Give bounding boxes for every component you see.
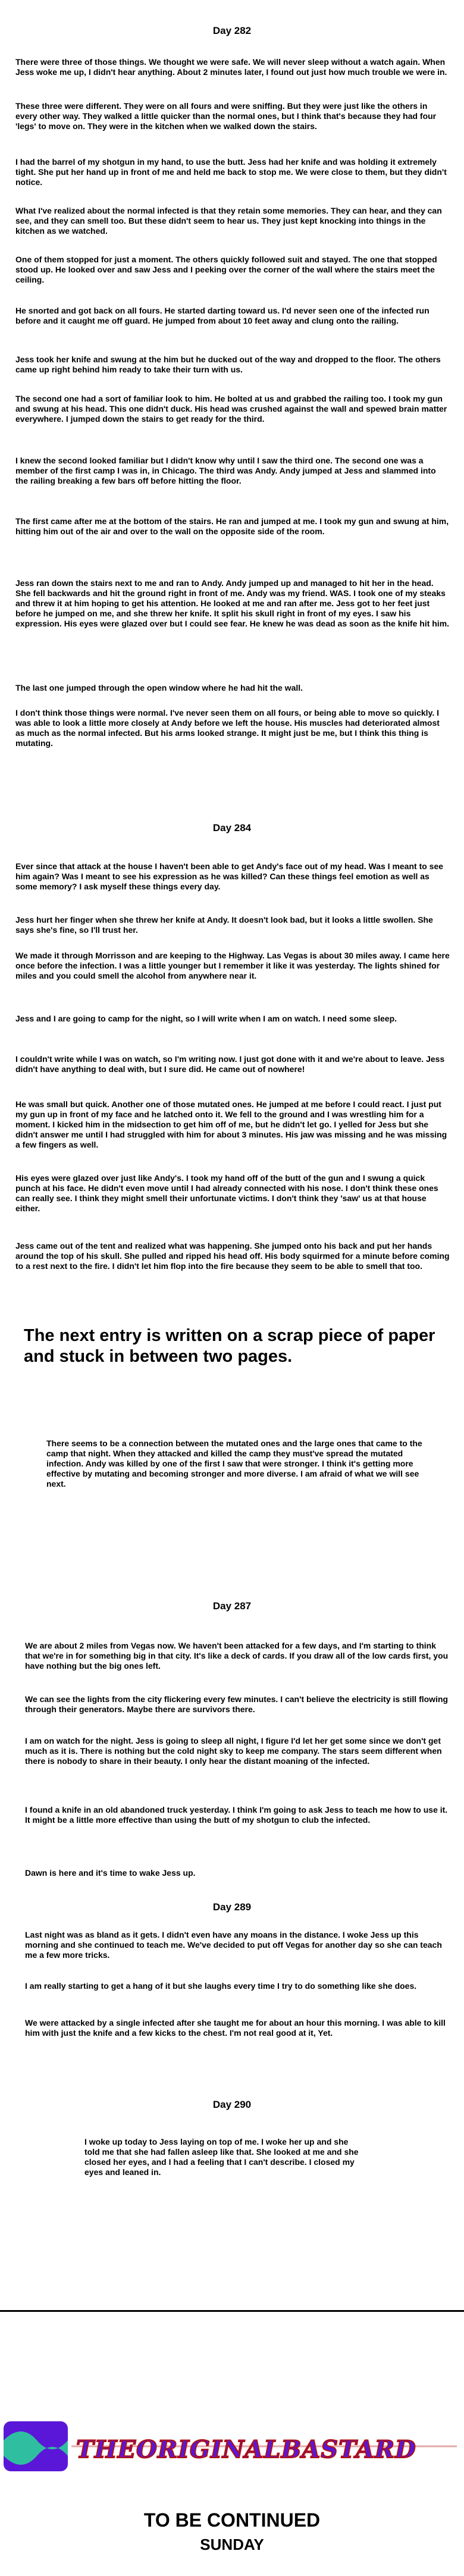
day-290-heading: Day 290	[212, 2099, 252, 2110]
day-282-paragraph-7: Jess took her knife and swung at the him but he ducked out of the way and dropped to the floor. The others came up right behind him ready to take their turn with us.	[15, 355, 441, 374]
author-banner	[0, 2403, 464, 2493]
day-287-paragraph-3: I am on watch for the night. Jess is going to sleep all night, I figure I'd let her get some since we don't get much as it is. There is nothing but the cold night sky to keep me company. The stars seem different when there is nobody to share in their beauty. I only hear the distant moaning of the infected.	[25, 1736, 442, 1766]
day-284-paragraph-2: Jess hurt her finger when she threw her knife at Andy. It doesn't look bad, but it looks a little swollen. She says she's fine, so I'll trust her.	[15, 915, 433, 935]
day-282-paragraph-8: The second one had a sort of familiar look to him. He bolted at us and grabbed the railing too. I took my gun and swung at his head. This one didn't duck. His head was crushed against the wall and spewed brain matter everywhere. I jumped down the stairs to get ready for the third.	[15, 394, 447, 424]
scrap-note-heading: The next entry is written on a scrap piece of paper and stuck in between two pages.	[24, 1326, 435, 1366]
section-divider	[0, 2310, 464, 2312]
day-282-paragraph-12: The last one jumped through the open window where he had hit the wall.	[15, 683, 303, 692]
day-282-paragraph-6: He snorted and got back on all fours. He started darting toward us. I'd never seen one of the infected run before and it caught me off guard. He jumped from about 10 feet away and clung onto the railing.	[15, 306, 429, 325]
day-282-paragraph-4: What I've realized about the normal infected is that they retain some memories. They can hear, and they can see, and they can smell too. But these didn't seem to hear us. They just kept knocking into things in the kitchen as we watched.	[15, 206, 442, 236]
day-290-paragraph: I woke up today to Jess laying on top of me. I woke her up and she told me that she had fallen asleep like that. She looked at me and she closed her eyes, and I had a feeling that I can't describe. I closed my eyes and leaned in.	[84, 2137, 359, 2177]
day-284-heading: Day 284	[212, 822, 252, 833]
day-284-paragraph-1: Ever since that attack at the house I haven't been able to get Andy's face out of my head. Was I meant to see him again? Was I meant to see his expression as he was killed? Can these things feel emotion as well as some memory? I ask myself these things every day.	[15, 861, 444, 891]
day-284-paragraph-8: Jess came out of the tent and realized what was happening. She jumped onto his back and put her hands around the top of his skull. She pulled and ripped his head off. His body squirmed for a minute before coming to a rest next to the fire. I didn't let him flop into the fire because they seem to be able to smell that too.	[15, 1241, 450, 1271]
day-284-paragraph-6: He was small but quick. Another one of those mutated ones. He jumped at me before I could react. I just put my gun up in front of my face and he latched onto it. We fell to the ground and I was wrestling him for a moment. I kicked him in the midsection to get him off of me, but he didn't let go. I yelled for Jess but she didn't answer me until I had struggled with him for about 3 minutes. His jaw was missing and he was missing a few fingers as well.	[15, 1099, 447, 1149]
day-282-paragraph-10: The first came after me at the bottom of the stairs. He ran and jumped at me. I took my gun and swung at him, hitting him out of the air and over to the wall on the opposite side of the room.	[15, 516, 449, 536]
day-284-paragraph-3: We made it through Morrisson and are keeping to the Highway. Las Vegas is about 30 miles away. I came here once before the infection. I was a little younger but I remember it like it was yesterday. The lights shined for miles and you could smell the alcohol from anywhere near it.	[15, 951, 450, 980]
to-be-continued-heading: TO BE CONTINUED	[143, 2509, 321, 2531]
day-289-paragraph-3: We were attacked by a single infected after she taught me for about an hour this morning. I was able to kill him with just the knife and a few kicks to the chest. I'm not real good at it, Yet.	[25, 2018, 446, 2038]
day-284-paragraph-4: Jess and I are going to camp for the night, so I will write when I am on watch. I need some sleep.	[15, 1014, 397, 1023]
day-284-paragraph-5: I couldn't write while I was on watch, so I'm writing now. I just got done with it and we're about to leave. Jess didn't have anything to deal with, but I sure did. He came out of nowhere!	[15, 1054, 445, 1074]
day-284-paragraph-7: His eyes were glazed over just like Andy's. I took my hand off of the butt of the gun and I swung a quick punch at his face. He didn't even move until I had already connected with his nose. I don't think these ones can really see. I think they might smell their unfortunate victims. I don't think they 'saw' us at that house either.	[15, 1173, 438, 1213]
day-282-paragraph-1: There were three of those things. We thought we were safe. We will never sleep without a watch again. When Jess woke me up, I didn't hear anything. About 2 minutes later, I found out just how much trouble we were in.	[15, 57, 447, 77]
scrap-note-paragraph: There seems to be a connection between the mutated ones and the large ones that came to the camp that night. When they attacked and killed the camp they must've spread the mutated infection. Andy was killed by one of the first I saw that were stronger. I think it's getting more effective by mutating and becoming stronger and more diverse. I am afraid of what we will see next.	[46, 1439, 422, 1488]
day-282-heading: Day 282	[212, 25, 252, 36]
day-287-paragraph-4: I found a knife in an old abandoned truck yesterday. I think I'm going to ask Jess to teach me how to use it. It might be a little more effective than using the butt of my shotgun to club the infected.	[25, 1805, 448, 1825]
banner-text: THEORIGINALBASTARD	[76, 2436, 416, 2464]
day-287-paragraph-5: Dawn is here and it's time to wake Jess up.	[25, 1868, 196, 1878]
day-287-paragraph-1: We are about 2 miles from Vegas now. We haven't been attacked for a few days, and I'm starting to think that we're in for something big in that city. It's like a deck of cards. If you draw all of the low cards first, you have nothing but the big ones left.	[25, 1641, 449, 1671]
day-287-paragraph-2: We can see the lights from the city flickering every few minutes. I can't believe the electricity is still flowing through their generators. Maybe there are survivors there.	[25, 1694, 449, 1714]
day-282-paragraph-3: I had the barrel of my shotgun in my hand, to use the butt. Jess had her knife and was holding it extremely tight. She put her hand up in front of me and held me back to stop me. We were close to them, but they didn't notice.	[15, 157, 447, 187]
day-289-paragraph-1: Last night was as bland as it gets. I didn't even have any moans in the distance. I woke Jess up this morning and she continued to teach me. We've decided to put off Vegas for another day so she can teach me a few more tricks.	[25, 1930, 442, 1960]
day-289-paragraph-2: I am really starting to get a hang of it but she laughs every time I try to do something like she does.	[25, 1981, 417, 1991]
day-287-heading: Day 287	[212, 1600, 252, 1612]
day-282-paragraph-13: I don't think those things were normal. I've never seen them on all fours, or being able to move so quickly. I was able to look a little more closely at Andy before we left the house. His muscles had deteriorated almost as much as the normal infected. But his arms looked strange. It might just be me, but I think this thing is mutating.	[15, 708, 440, 748]
day-282-paragraph-9: I knew the second looked familiar but I didn't know why until I saw the third one. The second one was a member of the first camp I was in, in Chicago. The third was Andy. Andy jumped at Jess and slammed into the railing breaking a few bars off before hitting the floor.	[15, 456, 436, 485]
day-282-paragraph-5: One of them stopped for just a moment. The others quickly followed suit and stayed. The one that stopped stood up. He looked over and saw Jess and I peeking over the corner of the wall where the stairs meet the ceiling.	[15, 255, 437, 284]
day-282-paragraph-11: Jess ran down the stairs next to me and ran to Andy. Andy jumped up and managed to hit her in the head. She fell backwards and hit the ground right in front of me. Andy was my friend. WAS. I took one of my steaks and threw it at him hoping to get his attention. He looked at me and ran after me. Jess got to her feet just before he jumped on me, and she threw her knife. It split his skull right in front of my eyes. I saw his expression. His eyes were glazed over but I could see fear. He knew he was dead as soon as the knife hit him.	[15, 578, 450, 628]
next-day-label: SUNDAY	[200, 2536, 264, 2553]
day-282-paragraph-2: These three were different. They were on all fours and were sniffing. But they were just like the others in every other way. They walked a little quicker than the normal ones, but I think that's because they had four 'legs' to move on. They were in the kitchen when we walked down the stairs.	[15, 101, 437, 131]
day-289-heading: Day 289	[212, 1901, 252, 1913]
